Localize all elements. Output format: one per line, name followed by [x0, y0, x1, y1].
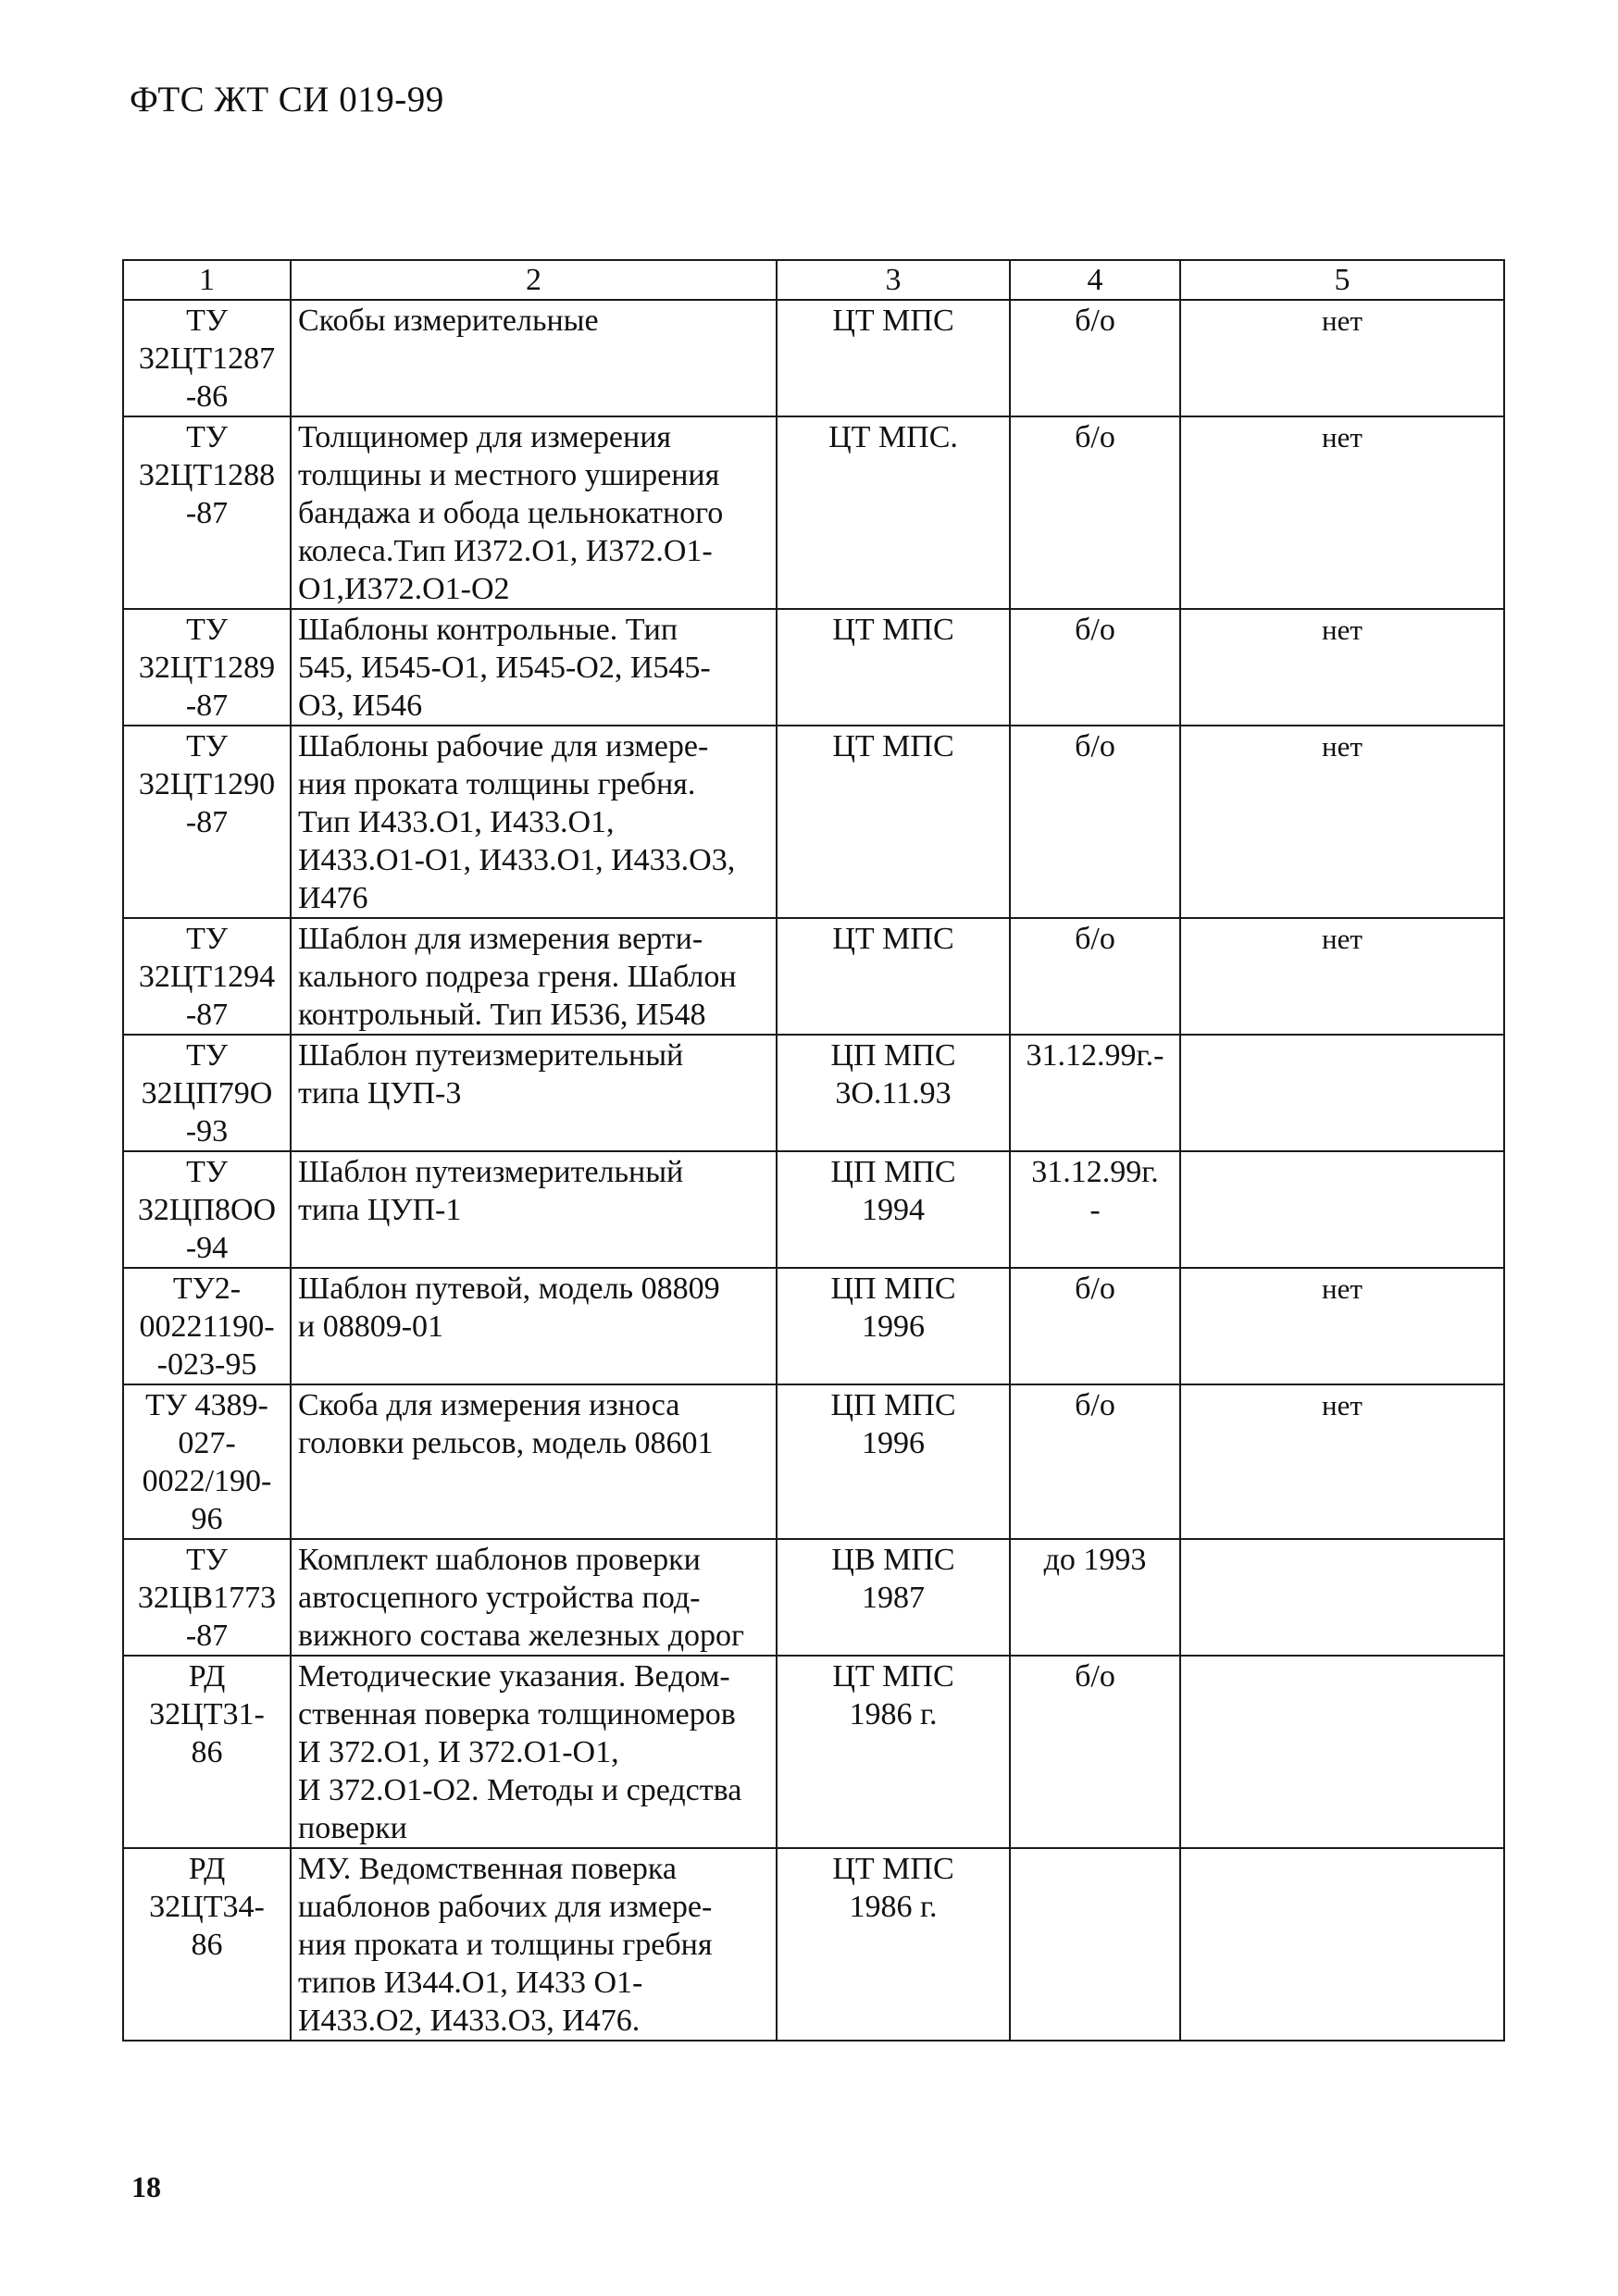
table-row [123, 1656, 1504, 1848]
cell-text-line: 3О.11.93 [835, 1076, 952, 1111]
cell-col-1 [123, 1539, 291, 1656]
table-row [123, 918, 1504, 1035]
cell-text-line: Шаблон для измерения верти- [298, 922, 703, 956]
cell-text-line: ЦП МПС [830, 1272, 956, 1306]
cell-text-line: ЦП МПС [830, 1038, 956, 1073]
cell-text-line: ния проката и толщины гребня [298, 1928, 713, 1962]
cell-text-line: б/о [1075, 1272, 1115, 1306]
cell-text-line: б/о [1075, 729, 1115, 763]
cell-col-4 [1010, 1035, 1180, 1151]
cell-text-line: поверки [298, 1811, 407, 1845]
cell-text-line: ственная поверка толщиномеров [298, 1697, 736, 1731]
cell-col-5: нет [1180, 300, 1504, 416]
cell-col-3 [777, 1539, 1010, 1656]
cell-text-line: контрольный. Тип И536, И548 [298, 998, 706, 1032]
cell-text-line: Комплект шаблонов проверки [298, 1543, 701, 1577]
cell-col-3 [777, 1268, 1010, 1384]
cell-col-3 [777, 1035, 1010, 1151]
table-row [123, 1539, 1504, 1656]
cell-text-line: О1,И372.О1-О2 [298, 572, 510, 606]
cell-text-line: Шаблон путеизмерительный [298, 1038, 684, 1073]
cell-text-line: МУ. Ведомственная поверка [298, 1852, 677, 1886]
cell-text-line: -87 [185, 496, 229, 530]
cell-col-4 [1010, 726, 1180, 918]
cell-text-line: 32ЦТ1289 [138, 651, 276, 685]
column-header-4: 4 [1010, 260, 1180, 300]
column-header-1: 1 [123, 260, 291, 300]
cell-col-1 [123, 1268, 291, 1384]
cell-col-4 [1010, 300, 1180, 416]
cell-text-line: 96 [191, 1502, 223, 1536]
cell-text-line: И 372.О1, И 372.О1-О1, [298, 1735, 619, 1769]
cell-text-line: 32ЦТ1290 [138, 767, 276, 801]
cell-text-line: головки рельсов, модель 08601 [298, 1426, 714, 1460]
cell-text-line: -86 [185, 379, 229, 414]
cell-col-3 [777, 416, 1010, 609]
cell-col-1 [123, 609, 291, 726]
table-row [123, 1384, 1504, 1539]
cell-text-line: 1987 [862, 1581, 925, 1615]
cell-col-1 [123, 300, 291, 416]
cell-text-line: -87 [185, 1619, 229, 1653]
cell-text-line: 31.12.99г.- [1026, 1038, 1164, 1073]
cell-col-3 [777, 726, 1010, 918]
cell-text-line: И433.О2, И433.О3, И476. [298, 2004, 641, 2038]
cell-col-1 [123, 416, 291, 609]
cell-col-2 [291, 300, 777, 416]
cell-col-2 [291, 918, 777, 1035]
table-row [123, 1268, 1504, 1384]
cell-col-1 [123, 1035, 291, 1151]
cell-col-5 [1180, 1539, 1504, 1656]
column-header-3: 3 [777, 260, 1010, 300]
cell-text-line: ЦТ МПС [832, 613, 954, 647]
cell-text-line: типа ЦУП-1 [298, 1193, 462, 1227]
cell-col-4 [1010, 1384, 1180, 1539]
cell-text-line: 32ЦТ1287 [138, 341, 276, 376]
cell-col-4 [1010, 1656, 1180, 1848]
cell-text-line: -93 [185, 1114, 229, 1148]
cell-text-line: 027- [178, 1426, 236, 1460]
cell-text-line: РД [188, 1659, 226, 1694]
cell-col-1 [123, 1848, 291, 2041]
cell-text-line: 32ЦТ31- [149, 1697, 265, 1731]
cell-text-line: ТУ2- [172, 1272, 242, 1306]
cell-col-1 [123, 1656, 291, 1848]
cell-text-line: - [1089, 1193, 1101, 1227]
cell-text-line: 32ЦТ1288 [138, 458, 276, 492]
cell-col-3 [777, 300, 1010, 416]
cell-text-line: ЦП МПС [830, 1155, 956, 1189]
cell-text-line: б/о [1075, 613, 1115, 647]
cell-col-2 [291, 609, 777, 726]
cell-text-line: б/о [1075, 1659, 1115, 1694]
table-row [123, 1151, 1504, 1268]
cell-col-1 [123, 726, 291, 918]
page-number: 18 [131, 2170, 161, 2203]
cell-text-line: ЦТ МПС [832, 1852, 954, 1886]
cell-text-line: Шаблон путеизмерительный [298, 1155, 684, 1189]
cell-text-line: бандажа и обода цельнокатного [298, 496, 724, 530]
column-header-2: 2 [291, 260, 777, 300]
cell-text-line: 1996 [862, 1309, 925, 1344]
cell-text-line: и 08809-01 [298, 1309, 444, 1344]
cell-col-3 [777, 1656, 1010, 1848]
cell-text-line: ЦТ МПС [832, 1659, 954, 1694]
cell-text-line: толщины и местного уширения [298, 458, 720, 492]
instruments-table [122, 259, 1505, 2042]
column-header-5: 5 [1180, 260, 1504, 300]
cell-text-line: ЦВ МПС [831, 1543, 955, 1577]
cell-col-1 [123, 1384, 291, 1539]
cell-text-line: ЦТ МПС [832, 922, 954, 956]
cell-text-line: б/о [1075, 922, 1115, 956]
cell-text-line: ЦП МПС [830, 1388, 956, 1422]
cell-col-3 [777, 609, 1010, 726]
cell-col-4 [1010, 1268, 1180, 1384]
cell-text-line: 32ЦВ1773 [137, 1581, 277, 1615]
cell-col-5 [1180, 1151, 1504, 1268]
cell-col-4 [1010, 609, 1180, 726]
table-row [123, 416, 1504, 609]
cell-text-line: Толщиномер для измерения [298, 420, 672, 454]
cell-text-line: автосцепного устройства под- [298, 1581, 701, 1615]
cell-col-1 [123, 918, 291, 1035]
table-row [123, 726, 1504, 918]
cell-col-4 [1010, 416, 1180, 609]
cell-text-line: ТУ [186, 304, 228, 338]
cell-text-line: 86 [191, 1928, 223, 1962]
cell-text-line: Методические указания. Ведом- [298, 1659, 730, 1694]
cell-text-line: шаблонов рабочих для измере- [298, 1890, 713, 1924]
cell-col-3 [777, 1384, 1010, 1539]
cell-text-line: ния проката толщины гребня. [298, 767, 696, 801]
cell-text-line: типов И344.О1, И433 О1- [298, 1966, 643, 2000]
cell-text-line: Шаблон путевой, модель 08809 [298, 1272, 720, 1306]
cell-text-line: колеса.Тип И372.О1, И372.О1- [298, 534, 713, 568]
table-row [123, 609, 1504, 726]
cell-col-4 [1010, 918, 1180, 1035]
cell-col-2 [291, 726, 777, 918]
table-row [123, 300, 1504, 416]
cell-col-2 [291, 416, 777, 609]
cell-text-line: Шаблоны рабочие для измере- [298, 729, 709, 763]
cell-text-line: ТУ [186, 613, 228, 647]
cell-text-line: 1986 г. [849, 1890, 938, 1924]
cell-text-line: ТУ [186, 1543, 228, 1577]
cell-col-2 [291, 1384, 777, 1539]
cell-text-line: 545, И545-О1, И545-О2, И545- [298, 651, 711, 685]
table-body [123, 300, 1504, 2041]
cell-text-line: Шаблоны контрольные. Тип [298, 613, 678, 647]
cell-text-line: типа ЦУП-3 [298, 1076, 462, 1111]
cell-text-line: б/о [1075, 420, 1115, 454]
cell-text-line: 32ЦТ34- [149, 1890, 265, 1924]
cell-text-line: -023-95 [156, 1347, 257, 1382]
cell-col-3 [777, 918, 1010, 1035]
cell-text-line: 1996 [862, 1426, 925, 1460]
cell-text-line: ЦТ МПС [832, 729, 954, 763]
cell-text-line: ТУ [186, 1038, 228, 1073]
cell-text-line: б/о [1075, 1388, 1115, 1422]
cell-text-line: 86 [191, 1735, 223, 1769]
cell-col-5: нет [1180, 1268, 1504, 1384]
cell-col-5: нет [1180, 918, 1504, 1035]
cell-text-line: до 1993 [1043, 1543, 1147, 1577]
cell-text-line: вижного состава железных дорог [298, 1619, 744, 1653]
cell-text-line: ТУ [186, 420, 228, 454]
cell-text-line: б/о [1075, 304, 1115, 338]
cell-col-3 [777, 1848, 1010, 2041]
cell-text-line: И433.О1-О1, И433.О1, И433.О3, [298, 843, 736, 877]
cell-text-line: ТУ [186, 1155, 228, 1189]
cell-text-line: ТУ 4389- [145, 1388, 268, 1422]
cell-text-line: -87 [185, 805, 229, 839]
cell-text-line: И 372.О1-О2. Методы и средства [298, 1773, 742, 1807]
cell-col-5: нет [1180, 416, 1504, 609]
cell-col-5: нет [1180, 609, 1504, 726]
document-code: ФТС ЖТ СИ 019-99 [130, 80, 444, 119]
table-row [123, 1035, 1504, 1151]
cell-col-5: нет [1180, 726, 1504, 918]
cell-text-line: ЦТ МПС. [828, 420, 958, 454]
cell-col-5 [1180, 1656, 1504, 1848]
cell-text-line: кального подреза греня. Шаблон [298, 960, 737, 994]
cell-text-line: 1986 г. [849, 1697, 938, 1731]
cell-col-5: нет [1180, 1384, 1504, 1539]
cell-text-line: 32ЦП79О [141, 1076, 273, 1111]
cell-col-4 [1010, 1848, 1180, 2041]
cell-text-line: Скоба для измерения износа [298, 1388, 680, 1422]
cell-col-5 [1180, 1035, 1504, 1151]
cell-text-line: -87 [185, 998, 229, 1032]
cell-text-line: 0022/190- [142, 1464, 272, 1498]
column-number-row [123, 260, 1504, 300]
cell-text-line: О3, И546 [298, 689, 423, 723]
cell-text-line: 1994 [862, 1193, 925, 1227]
cell-text-line: ТУ [186, 729, 228, 763]
cell-col-2 [291, 1268, 777, 1384]
cell-text-line: РД [188, 1852, 226, 1886]
cell-text-line: Тип И433.О1, И433.О1, [298, 805, 615, 839]
cell-col-2 [291, 1656, 777, 1848]
cell-text-line: ТУ [186, 922, 228, 956]
cell-col-2 [291, 1151, 777, 1268]
cell-text-line: И476 [298, 881, 368, 915]
cell-text-line: ЦТ МПС [832, 304, 954, 338]
cell-col-1 [123, 1151, 291, 1268]
cell-text-line: 32ЦТ1294 [138, 960, 276, 994]
cell-col-5 [1180, 1848, 1504, 2041]
cell-text-line: 32ЦП8ОО [137, 1193, 277, 1227]
cell-text-line: 31.12.99г. [1031, 1155, 1159, 1189]
cell-text-line: -94 [185, 1231, 229, 1265]
cell-text-line: 00221190- [139, 1309, 275, 1344]
cell-text-line: Скобы измерительные [298, 304, 599, 338]
cell-text-line: -87 [185, 689, 229, 723]
cell-col-3 [777, 1151, 1010, 1268]
cell-col-2 [291, 1035, 777, 1151]
cell-col-2 [291, 1848, 777, 2041]
cell-col-4 [1010, 1539, 1180, 1656]
cell-col-2 [291, 1539, 777, 1656]
table-row [123, 1848, 1504, 2041]
cell-col-4 [1010, 1151, 1180, 1268]
